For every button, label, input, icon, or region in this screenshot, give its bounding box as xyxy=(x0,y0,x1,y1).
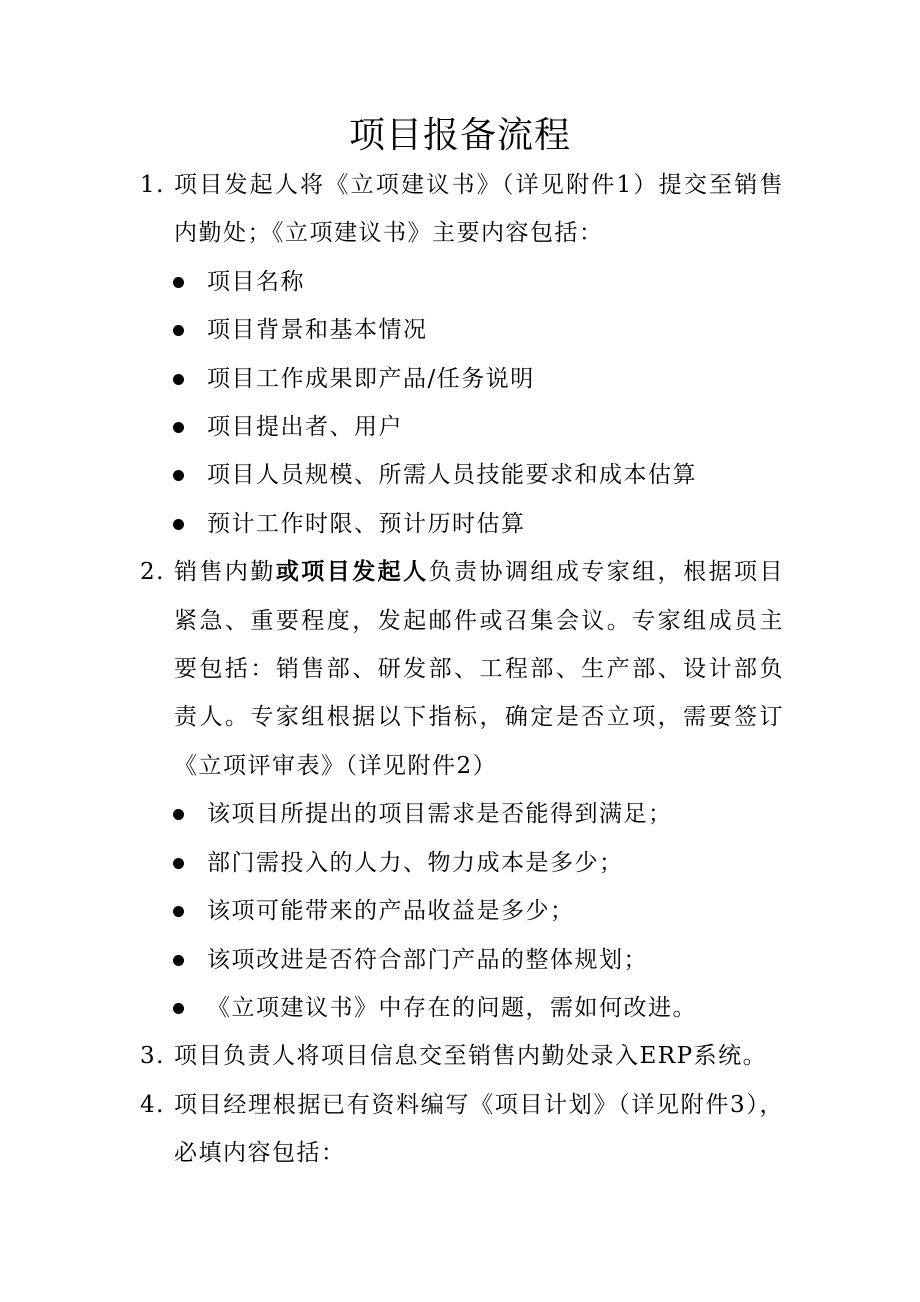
list-item-text: 项目提出者、用户 xyxy=(207,414,403,441)
bullet-icon xyxy=(173,422,184,433)
document-body xyxy=(0,161,920,1178)
step-text-bold: 或项目发起人 xyxy=(275,559,429,586)
list-item xyxy=(0,306,797,354)
list-item xyxy=(0,936,797,984)
bullet-icon xyxy=(173,374,184,385)
list-item-text: 项目工作成果即产品/任务说明 xyxy=(207,365,535,392)
list-item-text: 《立项建议书》中存在的问题，需如何改进。 xyxy=(207,994,697,1021)
bullet-icon xyxy=(173,519,184,530)
list-item xyxy=(0,451,797,499)
list-item-text: 该项可能带来的产品收益是多少； xyxy=(207,898,575,925)
bullet-icon xyxy=(173,1003,184,1014)
list-item-text: 预计工作时限、预计历时估算 xyxy=(207,510,526,537)
step-text: 项目负责人将项目信息交至销售内勤处录入ERP系统。 xyxy=(174,1043,768,1070)
step-number: 3. xyxy=(140,1043,165,1070)
bullet-icon xyxy=(173,277,184,288)
list-item xyxy=(0,403,797,451)
step-text: 项目发起人将《立项建议书》（详见附件1）提交至销售内勤处；《立项建议书》主要内容包括： xyxy=(174,172,784,247)
list-item-text: 项目名称 xyxy=(207,268,305,295)
step-4 xyxy=(0,1081,784,1178)
bullet-icon xyxy=(173,470,184,481)
step-number: 1. xyxy=(140,172,165,198)
bullet-icon xyxy=(173,955,184,966)
step-2 xyxy=(0,548,784,790)
list-item xyxy=(0,500,797,548)
step-text-start: 销售内勤 xyxy=(174,559,276,586)
list-item-text: 该项目所提出的项目需求是否能得到满足； xyxy=(207,801,673,828)
step-3 xyxy=(0,1032,784,1080)
list-item-text: 该项改进是否符合部门产品的整体规划； xyxy=(207,946,648,973)
bullet-icon xyxy=(173,858,184,869)
list-item-text: 项目背景和基本情况 xyxy=(207,317,428,344)
list-item xyxy=(0,790,797,838)
bullet-icon xyxy=(173,906,184,917)
step-number: 4. xyxy=(140,1091,165,1118)
list-item xyxy=(0,839,797,887)
list-item xyxy=(0,887,797,935)
bullet-icon xyxy=(173,809,184,820)
list-item xyxy=(0,984,797,1032)
page-title: 项目报备流程 xyxy=(348,115,571,156)
list-item-text: 项目人员规模、所需人员技能要求和成本估算 xyxy=(207,462,697,489)
list-item-text: 部门需投入的人力、物力成本是多少； xyxy=(207,849,624,876)
step-text-rest: 负责协调组成专家组，根据项目紧急、重要程度，发起邮件或召集会议。专家组成员主要包括：销售部、研发部、工程部、生产部、设计部负责人。专家组根据以下指标，确定是否立项，需要签订《立项评审表》（详见附件2） xyxy=(174,559,785,779)
step-1 xyxy=(0,161,784,258)
step-number: 2. xyxy=(140,559,165,586)
list-item xyxy=(0,355,797,403)
step-text: 项目经理根据已有资料编写《项目计划》（详见附件3），必填内容包括： xyxy=(174,1091,784,1167)
list-item xyxy=(0,258,797,306)
bullet-icon xyxy=(173,325,184,336)
